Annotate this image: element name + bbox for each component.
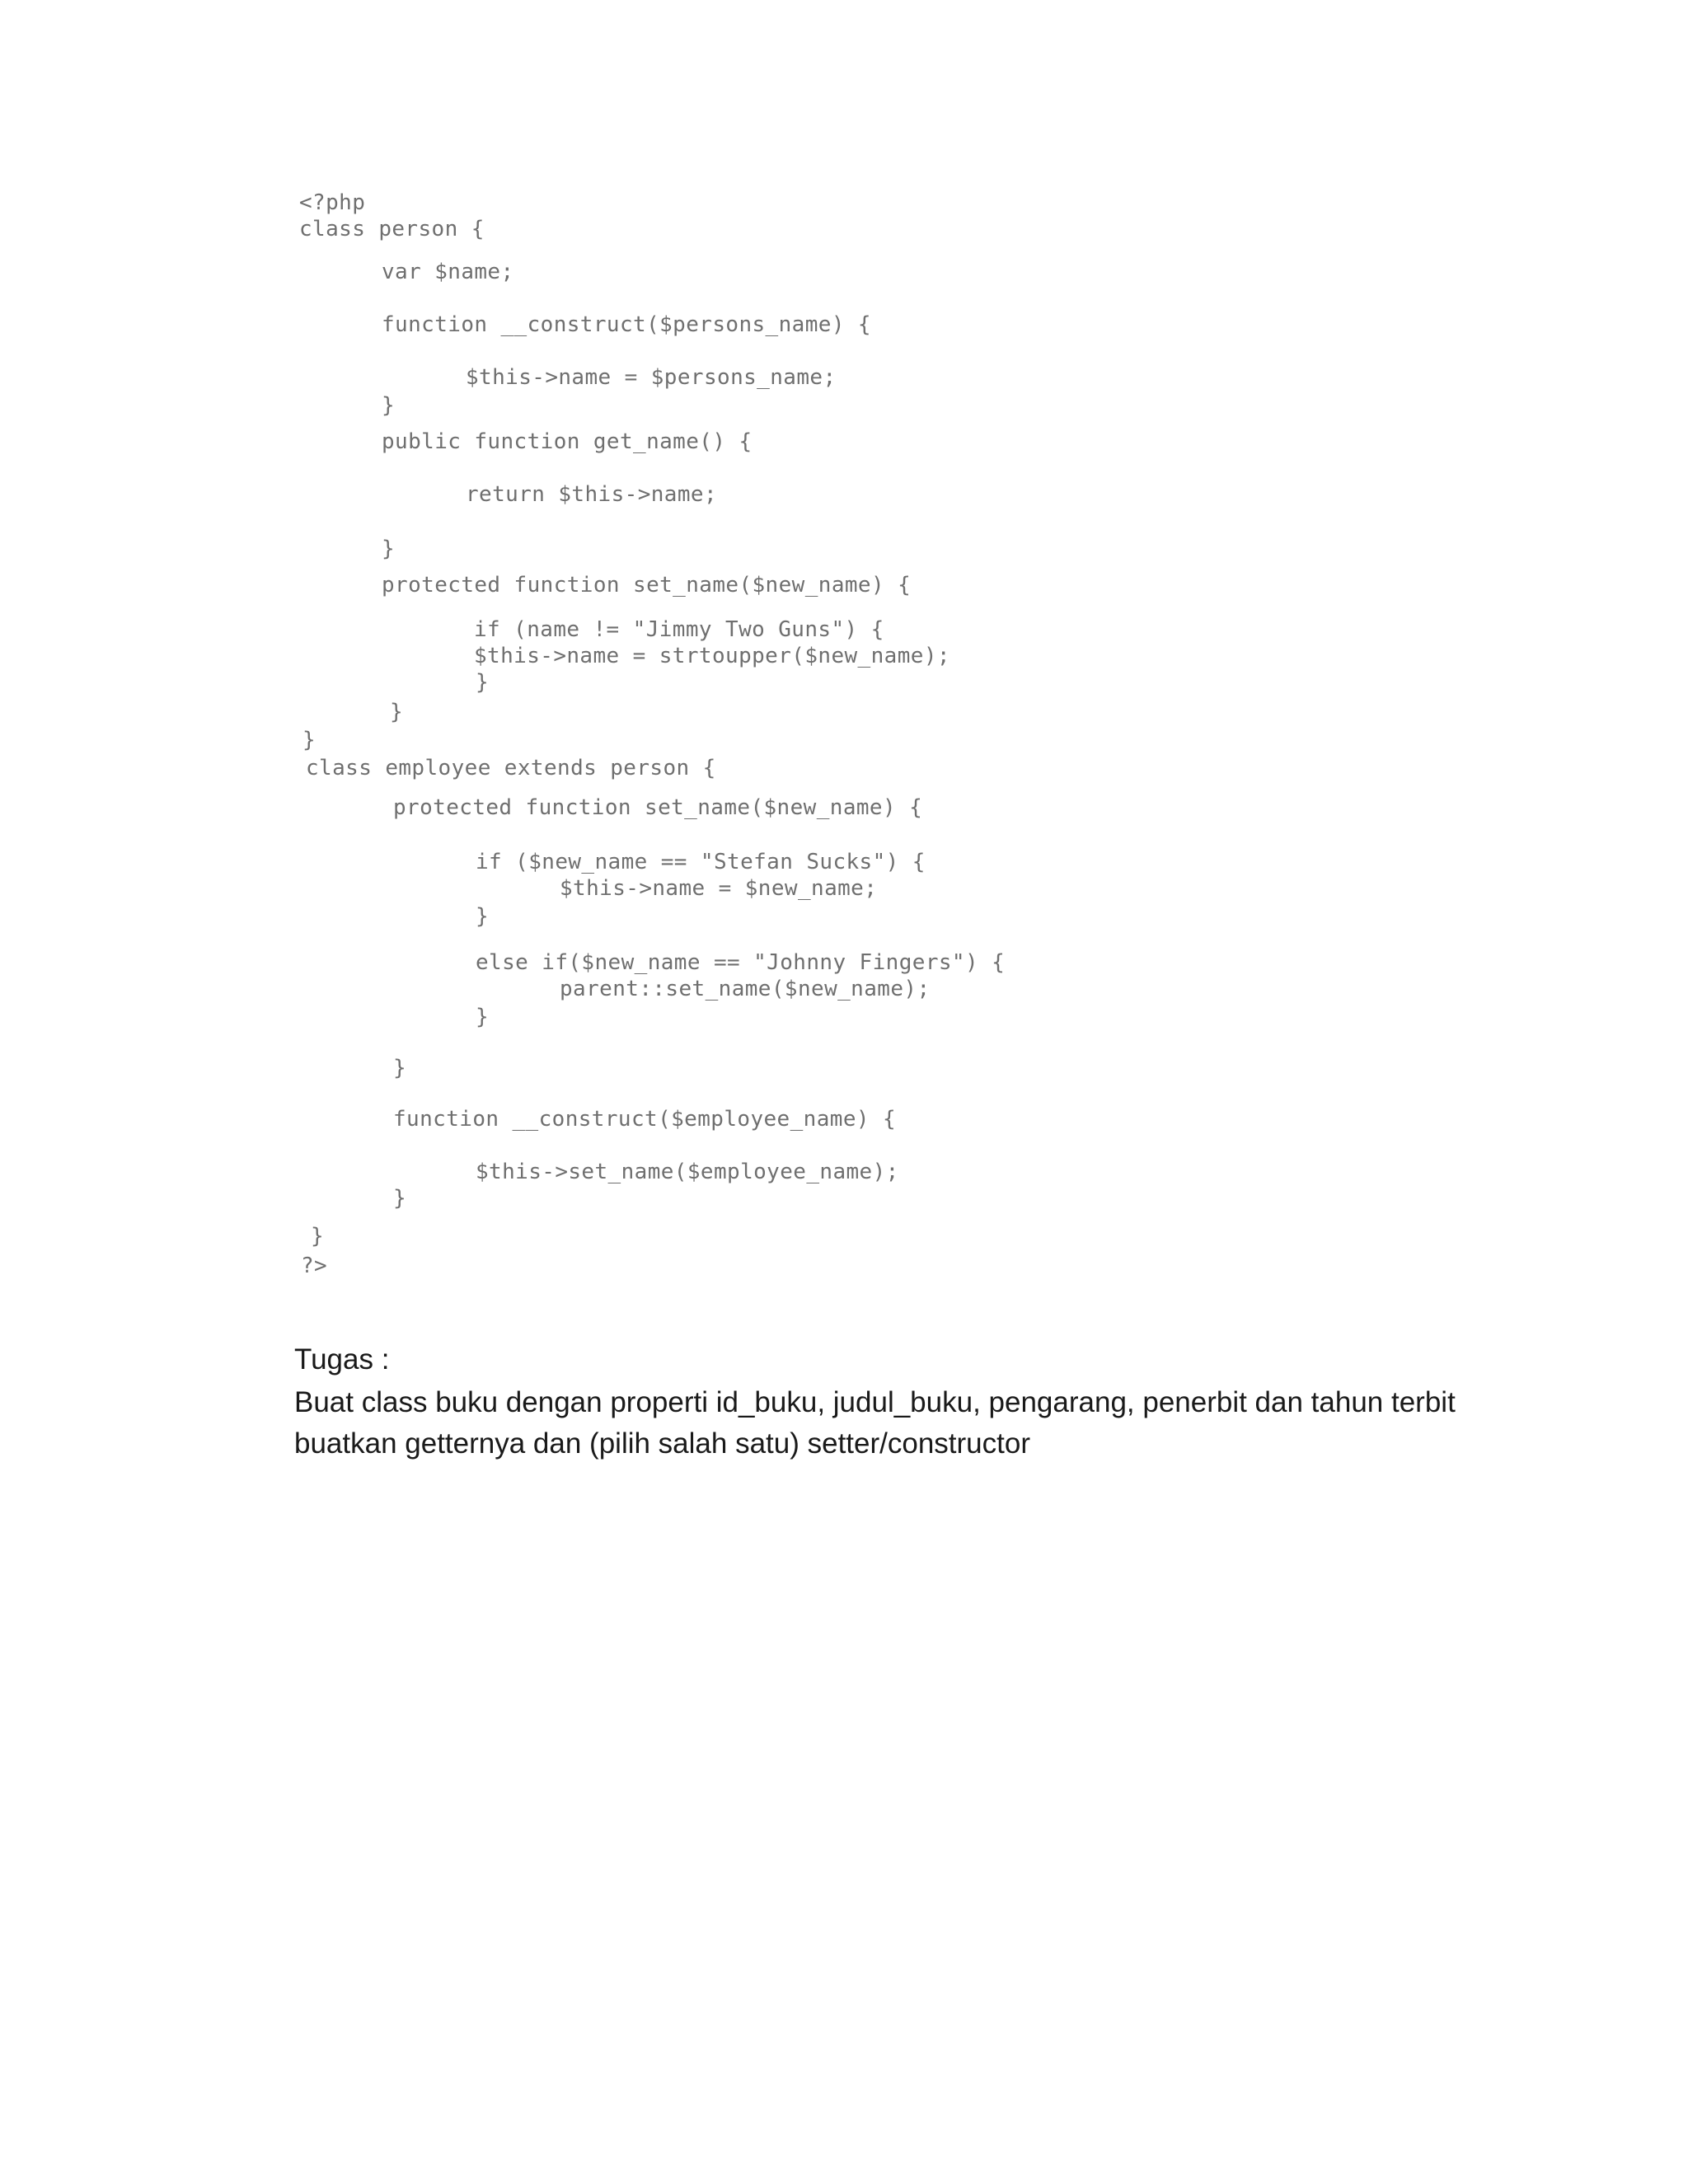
code-line: } — [476, 904, 490, 929]
code-line: } — [311, 1224, 325, 1249]
code-line: protected function set_name($new_name) { — [382, 573, 912, 598]
code-line: return $this->name; — [466, 482, 718, 507]
task-heading: Tugas : — [294, 1343, 390, 1376]
code-line: } — [476, 1005, 490, 1029]
code-line: parent::set_name($new_name); — [560, 977, 931, 1001]
code-line: $this->name = $new_name; — [560, 876, 878, 901]
code-line: } — [476, 670, 490, 695]
code-line: class employee extends person { — [306, 756, 716, 780]
code-line: else if($new_name == "Johnny Fingers") { — [476, 950, 1006, 975]
code-line: } — [390, 700, 404, 724]
code-line: if ($new_name == "Stefan Sucks") { — [476, 850, 926, 874]
code-line: } — [393, 1186, 407, 1211]
code-line: protected function set_name($new_name) { — [393, 795, 923, 820]
code-line: if (name != "Jimmy Two Guns") { — [474, 617, 884, 642]
task-description — [294, 1382, 1481, 1465]
code-line: public function get_name() { — [382, 429, 753, 454]
code-line: } — [382, 537, 396, 561]
code-line: $this->name = strtoupper($new_name); — [474, 644, 950, 668]
code-line: var $name; — [382, 260, 514, 284]
code-line: $this->set_name($employee_name); — [476, 1160, 899, 1184]
task-section — [294, 1339, 1481, 1465]
code-line: } — [302, 728, 316, 752]
task-line: buatkan getternya dan (pilih salah satu) setter/constructor — [294, 1427, 1030, 1460]
code-screenshot — [293, 190, 1076, 1302]
code-line: function __construct($employee_name) { — [393, 1107, 897, 1132]
task-line: Buat class buku dengan properti id_buku, judul_buku, pengarang, penerbit dan tahun terbit — [294, 1386, 1456, 1418]
code-line: class person { — [299, 217, 485, 241]
code-line: function __construct($persons_name) { — [382, 312, 871, 337]
code-line: $this->name = $persons_name; — [466, 365, 837, 390]
code-line: ?> — [301, 1254, 328, 1278]
code-line: <?php — [299, 190, 366, 215]
code-line: } — [393, 1056, 407, 1080]
code-line: } — [382, 393, 396, 418]
